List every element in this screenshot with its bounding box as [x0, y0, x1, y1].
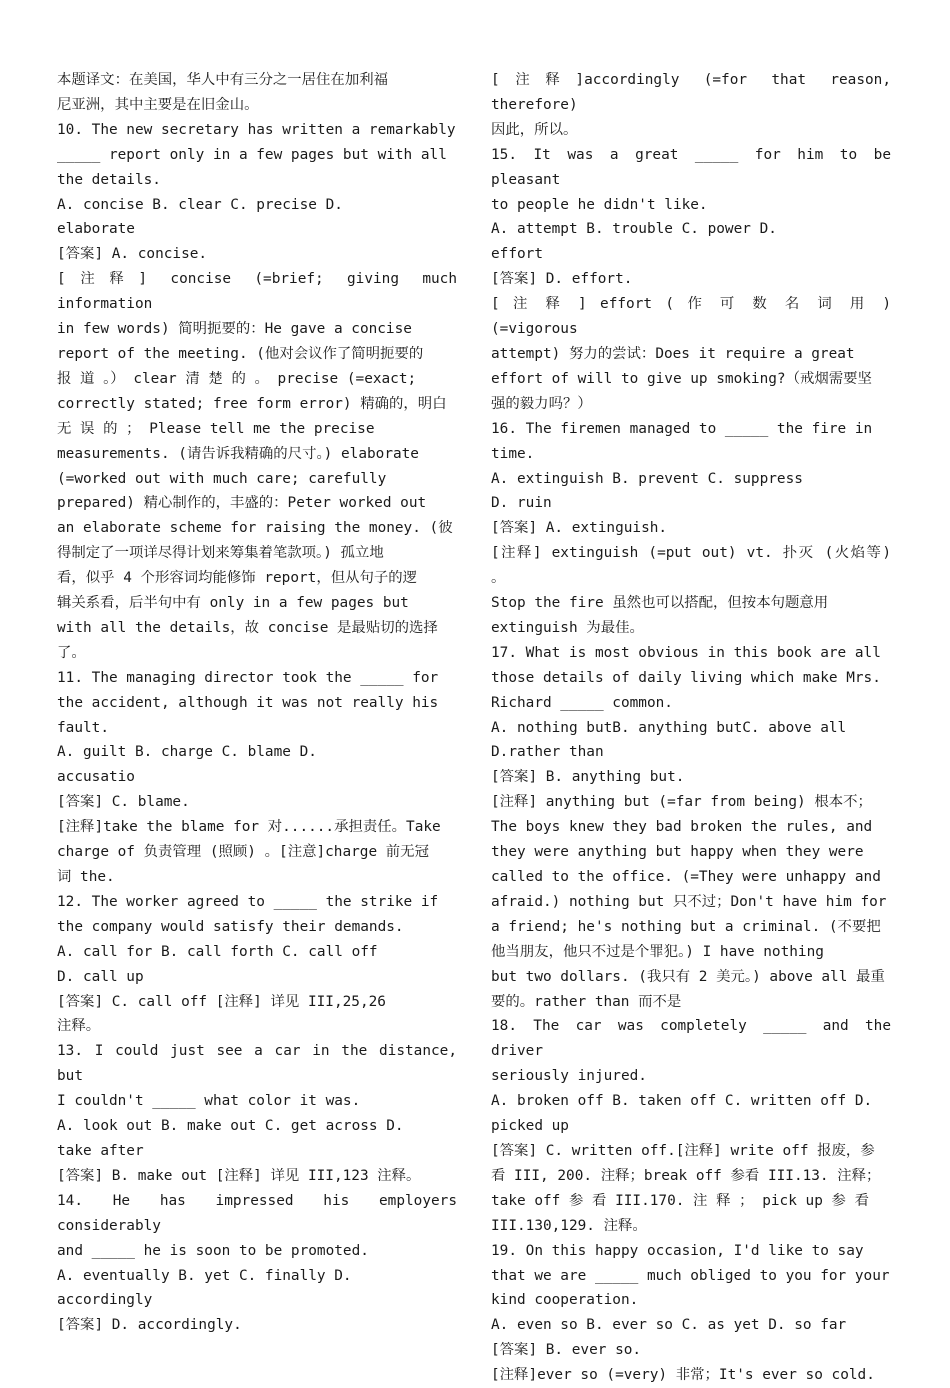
text-line: 看，似乎 4 个形容词均能修饰 report，但从句子的逻	[57, 570, 418, 587]
text-line: prepared) 精心制作的，丰盛的：Peter worked out	[57, 495, 427, 512]
text-line: I couldn't _____ what color it was.	[57, 1093, 361, 1110]
text-line: a friend; he's nothing but a criminal. (不要把	[491, 918, 881, 935]
text-line: A. guilt B. charge C. blame D.	[57, 744, 317, 761]
text-line: _____ report only in a few pages but with all	[57, 146, 447, 163]
text-line: seriously injured.	[491, 1068, 647, 1085]
text-line: A. look out B. make out C. get across D.	[57, 1118, 404, 1135]
text-line: 了。	[57, 644, 86, 661]
text-line: kind cooperation.	[491, 1292, 639, 1309]
text-line: 无 误 的 ； Please tell me the precise	[57, 420, 375, 437]
text-line: 因此，所以。	[491, 121, 578, 138]
text-line: A. extinguish B. prevent C. suppress	[491, 470, 803, 487]
right-column	[491, 68, 891, 1388]
text-line: an elaborate scheme for raising the money. (彼	[57, 520, 453, 537]
text-line: 14. He has impressed his employers considerably	[57, 1192, 457, 1234]
text-line: [答案] D. effort.	[491, 271, 633, 288]
text-line: take after	[57, 1142, 144, 1159]
text-line: elaborate	[57, 221, 135, 238]
text-line: 得制定了一项详尽得计划来筹集着笔款项。) 孤立地	[57, 545, 384, 562]
text-line: 尼亚洲，其中主要是在旧金山。	[57, 96, 259, 113]
text-line: fault.	[57, 719, 109, 736]
text-line: 13. I could just see a car in the distance, but	[57, 1043, 457, 1085]
text-line: in few words) 简明扼要的：He gave a concise	[57, 321, 412, 338]
text-line: 报 道 。） clear 清 楚 的 。 precise (=exact;	[57, 370, 417, 387]
text-line: A. call for B. call forth C. call off	[57, 943, 378, 960]
text-line: 11. The managing director took the _____ for	[57, 669, 439, 686]
text-line: correctly stated; free form error) 精确的，明白	[57, 395, 447, 412]
text-line: Richard _____ common.	[491, 694, 673, 711]
text-line: [答案] C. call off [注释] 详见 III,25,26	[57, 993, 386, 1010]
text-line: [答案] A. concise.	[57, 246, 208, 263]
text-line: effort	[491, 246, 543, 263]
text-line: take off 参 看 III.170. 注 释 ； pick up 参 看	[491, 1192, 869, 1209]
text-line: [注释]take the blame for 对......承担责任。Take	[57, 819, 441, 836]
text-line: those details of daily living which make Mrs.	[491, 669, 881, 686]
text-line: [注释] concise (=brief; giving much information	[57, 271, 457, 313]
text-line: [答案] B. make out [注释] 详见 III,123 注释。	[57, 1167, 421, 1184]
text-line: 16. The firemen managed to _____ the fire in	[491, 420, 873, 437]
left-column	[57, 68, 457, 1338]
text-line: 注释。	[57, 1018, 101, 1035]
text-line: with all the details，故 concise 是最贴切的选择	[57, 619, 438, 636]
text-line: [注释]accordingly (=for that reason, therefore)	[491, 72, 891, 113]
text-line: 本题译文：在美国，华人中有三分之一居住在加利福	[57, 72, 388, 88]
text-line: the accident, although it was not really his	[57, 694, 439, 711]
text-line: 强的毅力吗？）	[491, 395, 592, 412]
text-line: [答案] C. written off.[注释] write off 报废，参	[491, 1142, 875, 1159]
text-line: accordingly	[57, 1292, 153, 1309]
text-line: extinguish 为最佳。	[491, 619, 644, 636]
text-line: (=worked out with much care; carefully	[57, 470, 387, 487]
text-line: [答案] C. blame.	[57, 794, 190, 811]
text-line: [答案] D. accordingly.	[57, 1317, 242, 1334]
text-line: time.	[491, 445, 535, 462]
text-line: that we are _____ much obliged to you for your	[491, 1267, 890, 1284]
text-line: 15. It was a great _____ for him to be pleasant	[491, 146, 891, 188]
text-line: but two dollars. (我只有 2 美元。) above all 最重	[491, 968, 885, 985]
text-line: The boys knew they bad broken the rules, and	[491, 819, 873, 836]
text-line: report of the meeting. (他对会议作了简明扼要的	[57, 345, 424, 362]
text-line: A. attempt B. trouble C. power D.	[491, 221, 777, 238]
text-line: 12. The worker agreed to _____ the strike if	[57, 893, 439, 910]
text-line: picked up	[491, 1118, 569, 1135]
text-line: 要的。rather than 而不是	[491, 993, 682, 1010]
text-line: 辑关系看，后半句中有 only in a few pages but	[57, 595, 409, 612]
text-line: D. ruin	[491, 495, 552, 512]
text-line: measurements. (请告诉我精确的尺寸。) elaborate	[57, 445, 419, 462]
text-line: afraid.) nothing but 只不过；Don't have him for	[491, 893, 887, 910]
text-line: A. nothing butB. anything butC. above all	[491, 719, 847, 736]
text-line: 18. The car was completely _____ and the driver	[491, 1018, 891, 1060]
text-line: charge of 负责管理 (照顾) 。[注意]charge 前无冠	[57, 844, 429, 861]
text-line: they were anything but happy when they were	[491, 844, 864, 861]
text-line: Stop the fire 虽然也可以搭配，但按本句题意用	[491, 595, 829, 612]
text-line: 19. On this happy occasion, I'd like to say	[491, 1242, 864, 1259]
text-line: 17. What is most obvious in this book are all	[491, 644, 881, 661]
text-line: A. concise B. clear C. precise D.	[57, 196, 343, 213]
text-line: accusatio	[57, 769, 135, 786]
text-line: called to the office. (=They were unhappy and	[491, 869, 881, 885]
text-line: 看 III, 200. 注释；break off 参看 III.13. 注释；	[491, 1167, 881, 1184]
text-line: [注释]ever so (=very) 非常；It's ever so cold.	[491, 1367, 875, 1384]
text-line: [ 注 释 ] effort ( 作 可 数 名 词 用 ) (=vigorous	[491, 296, 891, 338]
text-line: 他当朋友，他只不过是个罪犯。) I have nothing	[491, 943, 824, 960]
text-line: and _____ he is soon to be promoted.	[57, 1242, 369, 1259]
text-line: attempt) 努力的尝试：Does it require a great	[491, 345, 855, 362]
text-line: A. eventually B. yet C. finally D.	[57, 1267, 352, 1284]
text-line: A. broken off B. taken off C. written off D.	[491, 1093, 873, 1110]
text-line: [答案] A. extinguish.	[491, 520, 668, 537]
text-line: to people he didn't like.	[491, 196, 708, 213]
text-line: effort of will to give up smoking?（戒烟需要坚	[491, 370, 872, 387]
text-line: A. even so B. ever so C. as yet D. so far	[491, 1317, 847, 1334]
text-line: [答案] B. anything but.	[491, 769, 685, 786]
text-line: the company would satisfy their demands.	[57, 918, 404, 935]
text-line: 词 the.	[57, 869, 115, 885]
text-line: III.130,129. 注释。	[491, 1217, 647, 1234]
text-line: 10. The new secretary has written a remarkably	[57, 121, 456, 138]
text-line: [注释] anything but (=far from being) 根本不；	[491, 794, 872, 811]
text-line: the details.	[57, 171, 161, 188]
text-line: [答案] B. ever so.	[491, 1342, 642, 1359]
text-line: [注释] extinguish (=put out) vt. 扑灭 (火焰等) 。	[491, 545, 891, 587]
text-line: D.rather than	[491, 744, 604, 761]
text-line: D. call up	[57, 968, 144, 985]
